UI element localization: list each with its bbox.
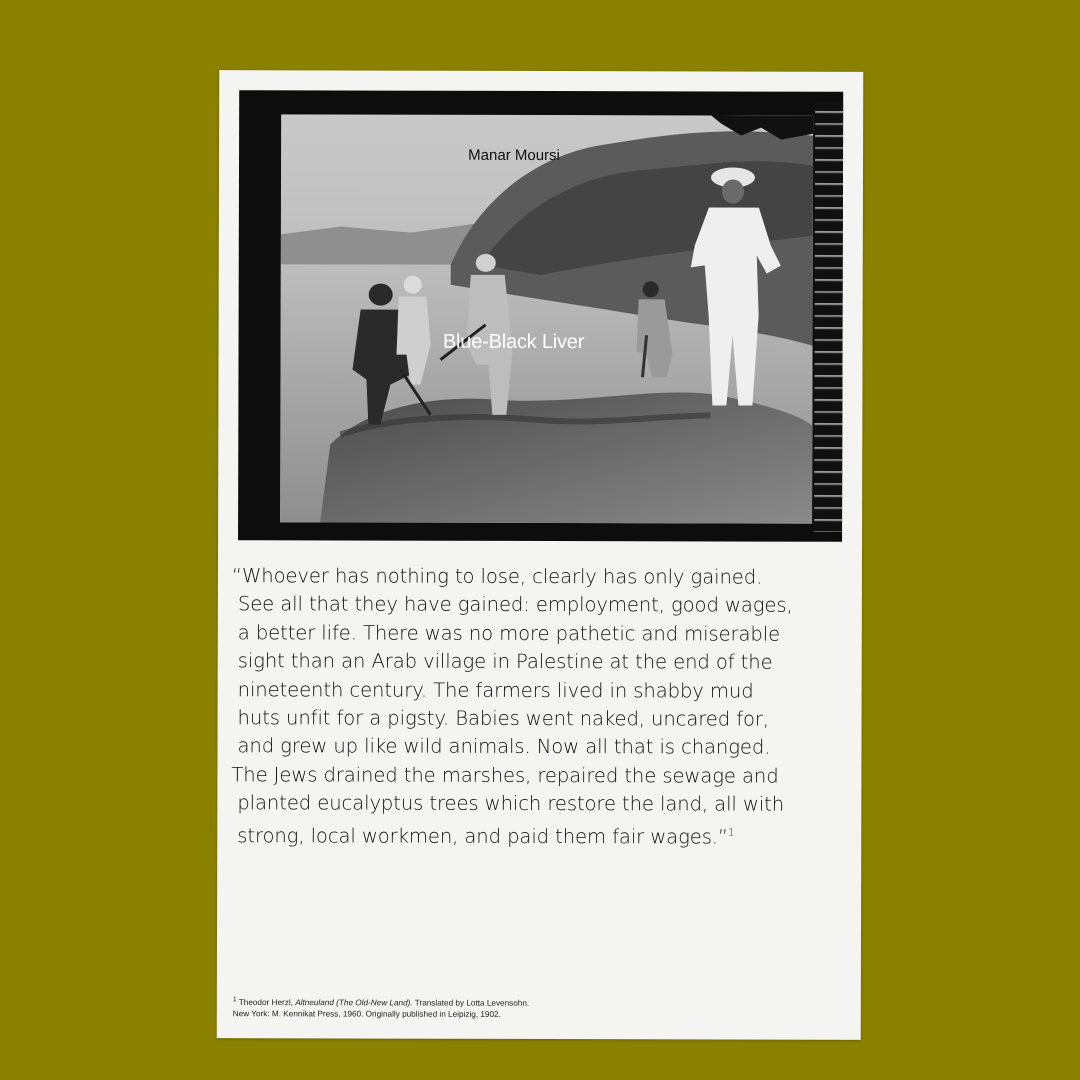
footnote-reference[interactable]: 1: [727, 827, 735, 839]
quote-line: huts unfit for a pigsty. Babies went naked, uncared for,: [237, 706, 770, 731]
article-title: Blue-Black Liver: [442, 330, 585, 354]
footnote-translation: Translated by Lotta Levensohn.: [414, 998, 530, 1008]
quote-line: “Whoever has nothing to lose, clearly has only gained.: [231, 564, 763, 589]
footnote-marker: 1: [232, 996, 237, 1004]
newspaper-page: [217, 70, 864, 1040]
quote-line: nineteenth century. The farmers lived in shabby mud: [237, 677, 754, 703]
footnote-line-1: [233, 994, 833, 1009]
quote-line: [231, 818, 851, 852]
archival-photo: [280, 114, 813, 523]
quote-line: planted eucalyptus trees which restore the land, all with: [237, 791, 785, 816]
quote-last-text: strong, local workmen, and paid them fair wages.”: [237, 823, 729, 849]
archival-photo-icon: [280, 114, 813, 523]
quote-line: See all that they have gained: employment, good wages,: [237, 592, 793, 618]
footnote-publication: New York: M. Kennikat Press, 1960. Originally published in Leipizig, 1902.: [232, 1008, 501, 1019]
film-edge: [814, 102, 843, 532]
photo-frame: [238, 90, 843, 542]
quote-line: and grew up like wild animals. Now all that is changed.: [237, 734, 771, 760]
footnote-work: Altneuland (The Old-New Land).: [295, 998, 413, 1008]
footnote-author: Theodor Herzl,: [238, 997, 293, 1008]
author-name: Manar Moursi: [468, 146, 560, 165]
footnote: [233, 994, 833, 1020]
quote-line: The Jews drained the marshes, repaired the sewage and: [231, 763, 779, 788]
pull-quote: [231, 562, 852, 852]
quote-line: a better life. There was no more pathetic and miserable: [237, 621, 781, 646]
quote-line: sight than an Arab village in Palestine at the end of the: [237, 649, 773, 674]
